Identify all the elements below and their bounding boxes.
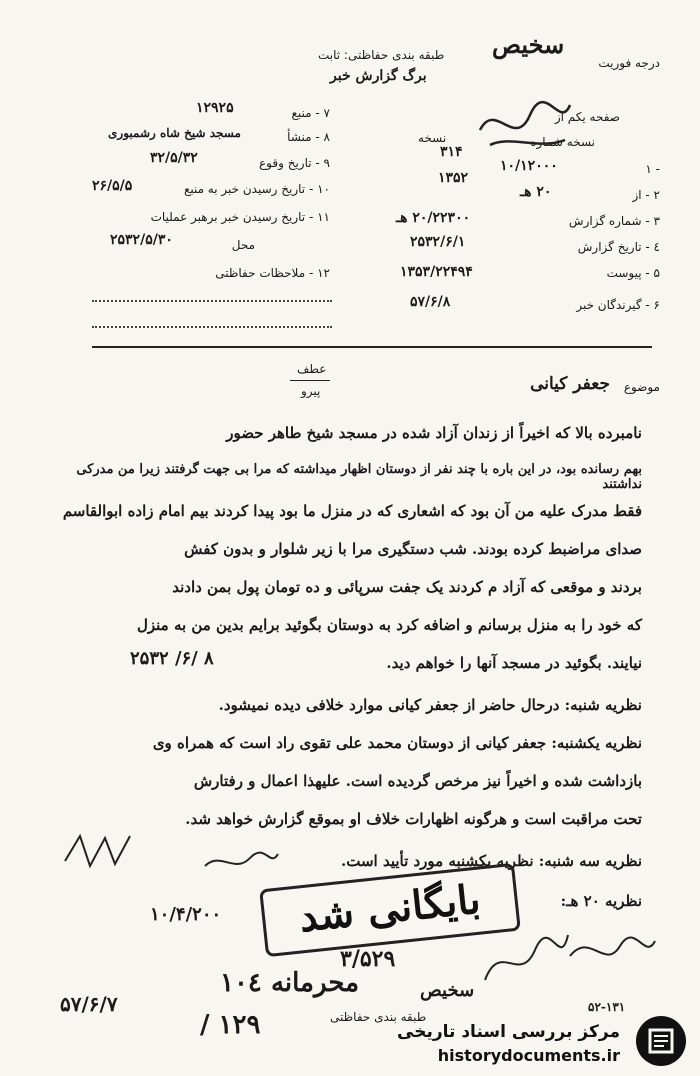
field-value: ۱۰/۱۲۰۰۰ — [500, 158, 558, 174]
copy-label: نسخه شماره — [530, 135, 595, 149]
field-value: ۲۶/۵/۵ — [92, 178, 133, 194]
body-line: بردند و موقعی که آزاد م کردند یک جفت سرپائی و ده تومان پول بمن دادند — [172, 578, 642, 596]
field-value: مسجد شیخ شاه رشمبوری — [108, 126, 241, 140]
signature-left — [60, 826, 140, 876]
archive-logo-icon — [636, 1016, 686, 1066]
field-label: ۱۱ - تاریخ رسیدن خبر برهبر عملیات — [150, 210, 330, 224]
field-label: ٤ - تاریخ گزارش — [577, 240, 660, 254]
handwritten-date-b: ۵۷/۶/۷ — [60, 992, 118, 1016]
field-value: ۳۲/۵/۳۲ — [150, 150, 198, 166]
field-label: ۱۰ - تاریخ رسیدن خبر به منبع — [183, 182, 330, 196]
field-value: ۲۵۳۲/۶/۱ — [410, 234, 466, 250]
atf-label: عطف — [297, 362, 327, 376]
ref-code: ۵۲-۱۳۱ — [588, 1000, 626, 1014]
opinion-line: نظریه سه شنبه: نظریه یکشنبه مورد تأیید است. — [341, 852, 642, 870]
opinion-line: نظریه شنبه: درحال حاضر از جعفر کیانی موارد خلافی دیده نمیشود. — [218, 696, 642, 714]
body-line: فقط مدرک علیه من آن بود که اشعاری که در منزل ما بود پیدا کردند بیم امام زاده ابوالقاسم — [62, 502, 642, 520]
field-value: ۵۷/۶/۸ — [410, 294, 451, 310]
opinion-line: نظریه یکشنبه: جعفر کیانی از دوستان محمد علی تقوی راد است که همراه وی — [152, 734, 642, 752]
opinion-line: نظریه ۲۰ هـ: — [560, 892, 642, 910]
field-label: ۸ - منشأ — [287, 130, 330, 144]
subject-value: جعفر کیانی — [530, 374, 610, 394]
atf-sub: پیرو — [301, 384, 321, 398]
body-line: که خود را به منزل برسانم و اضافه کرد به دوستان بگوئید برایم بدین من به منزل — [136, 616, 642, 634]
security-class: طبقه بندی حفاظتی: ثابت — [318, 48, 445, 62]
opinion-line: بازداشت شده و اخیراً نیز مرخص گردیده است. علیهذا اعمال و رفتارش — [193, 772, 642, 790]
body-line: نیایند. بگوئید در مسجد آنها را خواهم دید. — [386, 654, 642, 672]
field-label: ۷ - منبع — [291, 106, 330, 120]
field-label: ۶ - گیرندگان خبر — [576, 298, 660, 312]
footer-org-name: مرکز بررسی اسناد تاریخی — [397, 1022, 620, 1042]
page-label: صفحه یکم از — [554, 110, 620, 124]
blank-line — [92, 300, 332, 302]
secret-stamp: سخیص — [492, 30, 565, 59]
urgency-label: درجه فوریت — [598, 56, 660, 70]
atf-divider — [290, 380, 330, 381]
field-value: ۲۰/۲۲۳۰۰ هـ — [396, 210, 471, 226]
field-value: ۲۰ هـ — [520, 184, 552, 200]
body-line: بهم رسانده بود، در این باره با چند نفر از دوستان اظهار میداشته که مرا بی جهت گرفتند زیرا من مدرکی نداشتند — [76, 462, 642, 492]
opinion-line: تحت مراقبت است و هرگونه اظهارات خلاف او بموقع گزارش خواهد شد. — [185, 810, 642, 828]
secret-stamp-bottom: سخیص — [420, 980, 475, 1001]
handwritten-date-a: ۱۰/۴/۲۰۰ — [150, 904, 222, 925]
signature-mid — [200, 846, 280, 876]
field-label: ۱ - — [645, 162, 660, 176]
field-label: ۳ - شماره گزارش — [568, 214, 660, 228]
form-title: برگ گزارش خبر — [330, 68, 427, 84]
body-date: ۲۵۳۲ /۶/ ۸ — [130, 648, 214, 669]
field-label: ۹ - تاریخ وقوع — [259, 156, 330, 170]
body-line: صدای مراضبط کرده بودند. شب دستگیری مرا با زیر شلوار و بدون کفش — [184, 540, 642, 558]
field-label: ۲ - از — [632, 188, 660, 202]
field-label: ۵ - پیوست — [606, 266, 660, 280]
archive-stamp: بایگانی شد — [259, 863, 521, 957]
copy-number: ۳۱۴ — [440, 144, 463, 160]
archive-number: ۳/۵۲۹ — [340, 946, 396, 972]
blank-line — [92, 326, 332, 328]
year-note: ۱۳۵۲ — [438, 170, 469, 186]
field-label: محل — [231, 238, 255, 252]
security-class-bottom: طبقه بندی حفاظتی — [330, 1010, 427, 1024]
signature-bottom-right — [560, 926, 660, 976]
copy-of: نسخه — [418, 131, 447, 145]
handwritten-fraction: / ۱۲۹ — [200, 1010, 261, 1040]
signature-top — [470, 90, 580, 160]
field-value: ۱۲۹۲۵ — [196, 100, 234, 116]
handwritten-month-note: محرمانه ۱۰٤ — [220, 968, 360, 998]
body-line: نامبرده بالا که اخیراً از زندان آزاد شده در مسجد شیخ طاهر حضور — [226, 424, 642, 442]
field-label: ۱۲ - ملاحظات حفاظتی — [215, 266, 330, 280]
field-value: ۱۳۵۳/۲۲۴۹۴ — [400, 264, 473, 280]
subject-label: موضوع — [623, 380, 660, 394]
footer-url[interactable]: historydocuments.ir — [437, 1046, 620, 1065]
signature-bottom-center — [480, 930, 570, 990]
field-value: ۲۵۳۲/۵/۳۰ — [110, 232, 173, 248]
header-divider — [92, 346, 652, 348]
